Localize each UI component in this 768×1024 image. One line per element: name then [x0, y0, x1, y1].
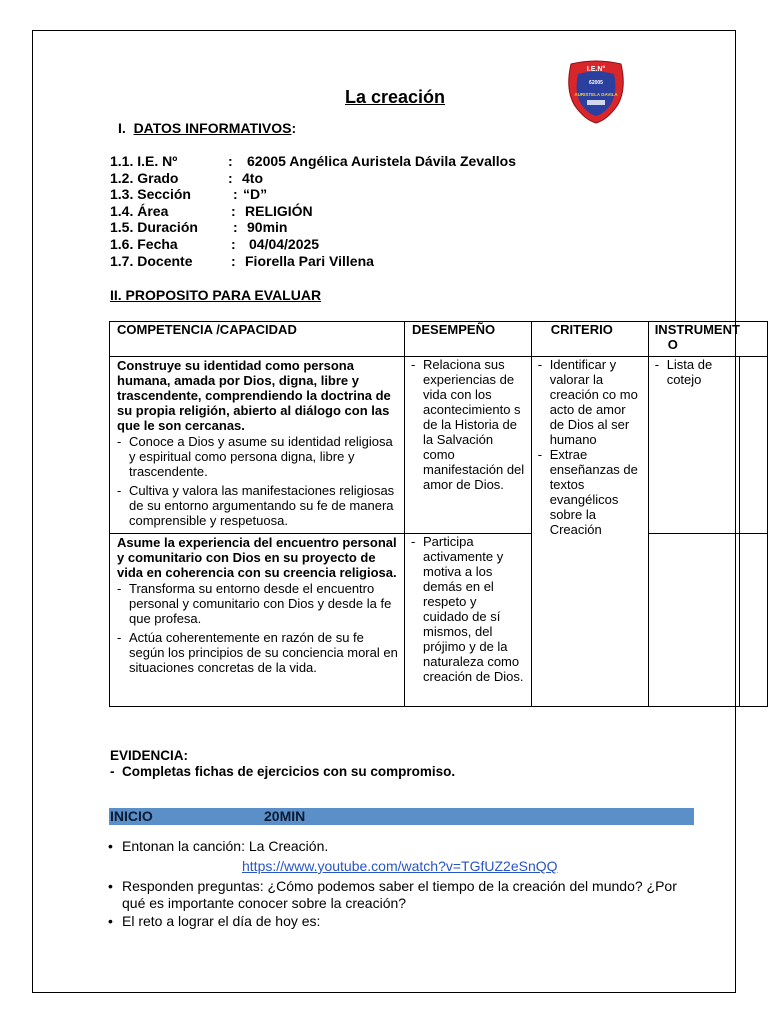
info-value: 62005 Angélica Auristela Dávila Zevallos — [247, 153, 516, 169]
info-value: Fiorella Pari Villena — [245, 252, 374, 269]
section1-colon: : — [291, 120, 297, 136]
header-desempeno: DESEMPEÑO — [405, 322, 532, 357]
table-row — [110, 357, 768, 534]
table-header-row — [110, 322, 768, 357]
info-value: “D” — [243, 186, 268, 203]
activity-item: • Entonan la canción: La Creación. — [108, 838, 698, 855]
youtube-link[interactable]: https://www.youtube.com/watch?v=TGfUZ2eSnQQ — [242, 858, 558, 874]
info-separator: : — [231, 252, 236, 269]
instrumento-item: - Lista de cotejo — [655, 357, 740, 387]
cell-instrumento — [648, 357, 740, 534]
header-criterio: CRITERIO — [531, 322, 648, 357]
header-competencia: COMPETENCIA /CAPACIDAD — [110, 322, 405, 357]
info-separator: : — [233, 219, 238, 236]
info-label: 1.3. Sección — [110, 186, 191, 203]
criterio-item: - Identificar y valorar la creación co mo acto de amor de Dios al ser humano — [538, 357, 642, 447]
page-title: La creación — [345, 87, 446, 107]
info-separator: : — [228, 169, 233, 186]
info-label: 1.5. Duración — [110, 219, 198, 236]
svg-text:62005: 62005 — [589, 80, 603, 86]
inicio-label: INICIO — [110, 808, 153, 824]
info-separator: : — [228, 153, 233, 169]
criterio-item: - Extrae enseñanzas de textos evangélicos sobre la Creación — [538, 447, 642, 537]
evaluation-table — [109, 321, 768, 707]
cell-instrumento — [648, 534, 740, 707]
desempeno-item: - Participa activamente y motiva a los demás en el respeto y cuidado de sí mismos, del prójimo y de la naturaleza como creación de Dios. — [411, 534, 525, 684]
cell-competencia — [110, 534, 405, 707]
svg-text:AURISTELA DAVILA: AURISTELA DAVILA — [574, 92, 618, 97]
info-label: 1.7. Docente — [110, 252, 193, 269]
cell-criterio — [531, 357, 648, 707]
activity-list — [108, 838, 698, 930]
info-value: 04/04/2025 — [249, 235, 320, 252]
section-datos-informativos — [118, 120, 296, 136]
info-label: 1.4. Área — [110, 202, 169, 219]
section1-number: I. — [118, 120, 126, 136]
evidencia-label: EVIDENCIA: — [110, 748, 189, 763]
info-value: RELIGIÓN — [245, 202, 313, 219]
svg-text:I.E.N°: I.E.N° — [586, 66, 606, 73]
cell-extra — [740, 357, 768, 534]
cell-desempeno — [405, 357, 532, 534]
info-value: 90min — [247, 219, 288, 236]
cell-competencia — [110, 357, 405, 534]
desempeno-item: - Relaciona sus experiencias de vida con los acontecimiento s de la Historia de la Salvación como manifestación del amor de Dios. — [411, 357, 525, 492]
evidencia-item: - Completas fichas de ejercicios con su compromiso. — [110, 764, 456, 779]
section-proposito: II. PROPOSITO PARA EVALUAR — [110, 287, 322, 303]
info-separator: : — [231, 235, 236, 252]
inicio-time: 20MIN — [264, 808, 306, 824]
inicio-header-bar — [109, 808, 694, 825]
table-row — [110, 534, 768, 707]
capacidad-item: - Actúa coherentemente en razón de su fe según los principios de su conciencia moral en situaciones concretas de la vida. — [117, 630, 398, 675]
evidencia-section — [110, 748, 455, 780]
cell-desempeno — [405, 534, 532, 707]
capacidad-item: - Cultiva y valora las manifestaciones religiosas de su entorno argumentando su fe de manera comprensible y respetuosa. — [117, 483, 398, 528]
school-logo — [565, 60, 627, 124]
activity-item: • El reto a lograr el día de hoy es: — [108, 913, 698, 930]
activity-item: • Responden preguntas: ¿Cómo podemos saber el tiempo de la creación del mundo? ¿Por qué es importante conocer sobre la creación? — [108, 878, 698, 912]
cell-extra — [740, 534, 768, 707]
competencia-title: Construye su identidad como persona humana, amada por Dios, digna, libre y trascendente, comprendiendo la doctrina de su propia religión, abierto al diálogo con las que le son cercanas. — [117, 358, 391, 433]
info-separator: : — [233, 186, 238, 203]
competencia-title: Asume la experiencia del encuentro personal y comunitario con Dios en su proyecto de vida en coherencia con su creencia religiosa. — [117, 535, 397, 580]
info-label: 1.2. Grado — [110, 169, 179, 186]
capacidad-item: - Transforma su entorno desde el encuentro personal y comunitario con Dios y desde la fe que profesa. — [117, 581, 398, 626]
header-extra — [740, 322, 768, 357]
capacidad-item: - Conoce a Dios y asume su identidad religiosa y espiritual como persona digna, libre y trascendente. — [117, 434, 398, 479]
header-instrumento: INSTRUMENT O — [648, 322, 740, 357]
info-label: 1.6. Fecha — [110, 235, 178, 252]
info-value: 4to — [242, 169, 263, 186]
section1-label: DATOS INFORMATIVOS — [133, 120, 292, 136]
info-label: 1.1. I.E. Nº — [110, 153, 178, 169]
info-separator: : — [231, 202, 236, 219]
